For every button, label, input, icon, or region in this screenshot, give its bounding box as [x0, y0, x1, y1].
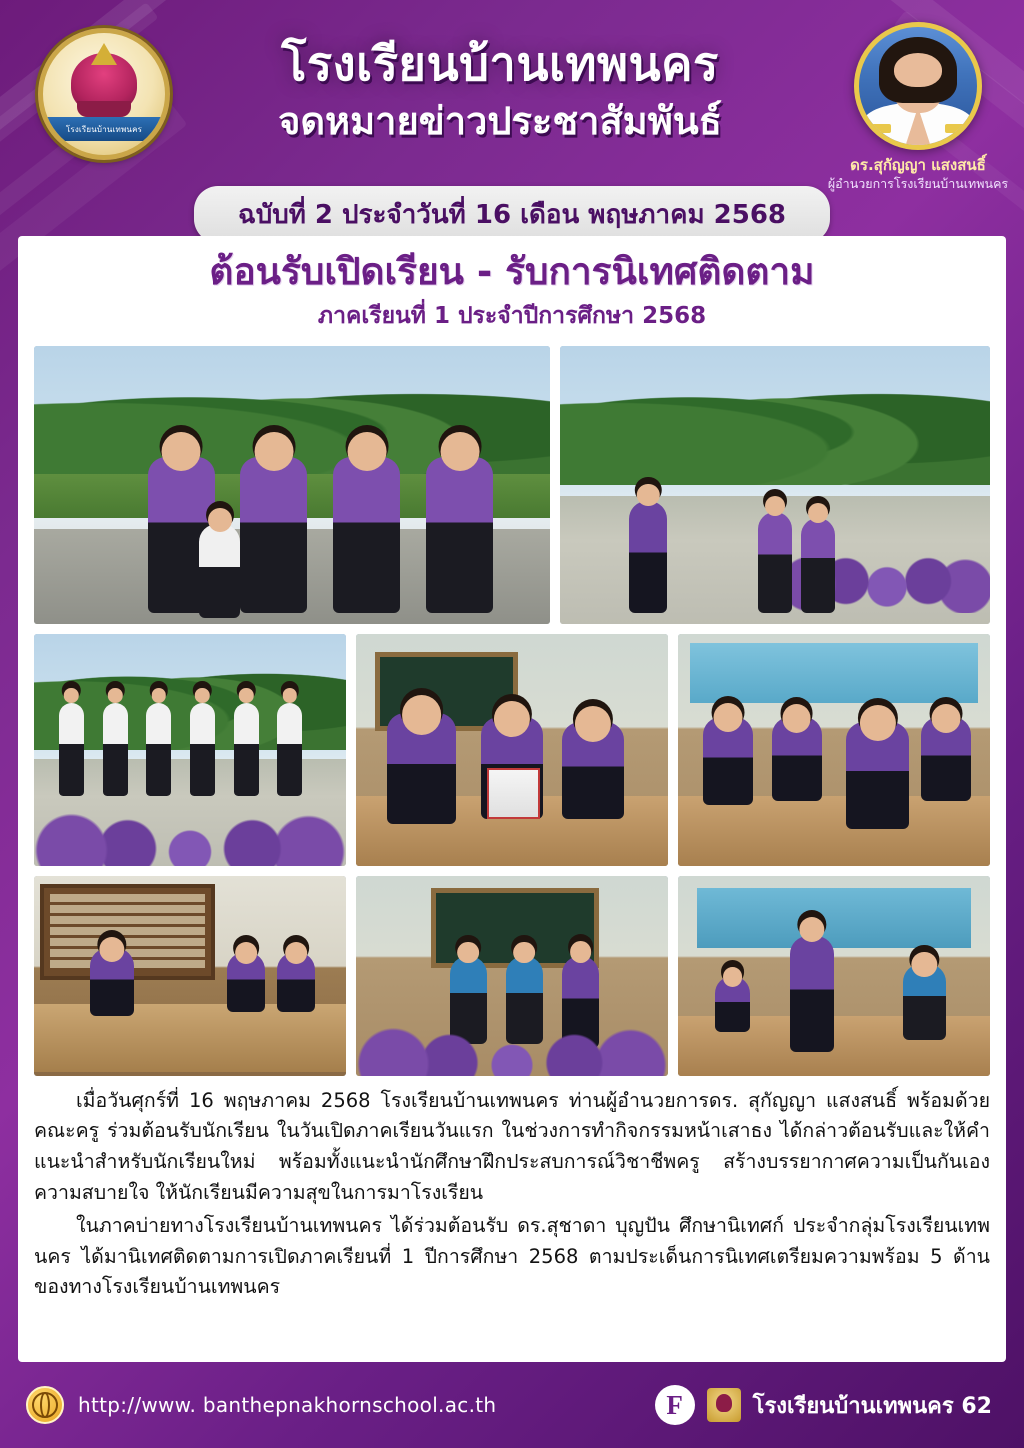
issue-date-badge: ฉบับที่ 2 ประจำวันที่ 16 เดือน พฤษภาคม 2568 [194, 186, 830, 243]
page-header [0, 0, 1024, 232]
photo-person [277, 703, 302, 796]
photo-classroom-students [678, 634, 990, 866]
epaulette-icon [869, 124, 891, 133]
photo-classroom-teachers [356, 876, 668, 1076]
photo-row [34, 634, 990, 866]
globe-icon [26, 1386, 64, 1424]
photo-supervisor [790, 936, 834, 1052]
ganesha-icon [71, 53, 137, 113]
photo-person [758, 512, 792, 612]
photo-student [703, 717, 753, 805]
facebook-page-name[interactable]: โรงเรียนบ้านเทพนคร 62 [752, 1393, 992, 1419]
school-logo [38, 28, 170, 160]
photo-wall-display [697, 888, 972, 948]
photo-gallery [34, 346, 990, 1076]
photo-meeting-room [34, 876, 346, 1076]
photo-student [921, 717, 971, 801]
page-subtitle: ภาคเรียนที่ 1 ประจำปีการศึกษา 2568 [317, 302, 707, 329]
article-body [34, 1086, 990, 1304]
photo-person [277, 952, 314, 1012]
photo-student [772, 717, 822, 801]
photo-teachers-welcome [34, 346, 550, 624]
photo-person [629, 501, 668, 612]
newsletter-label: จดหมายข่าวประชาสัมพันธ์ [278, 99, 722, 144]
facebook-icon[interactable]: F [655, 1385, 695, 1425]
photo-desk [678, 796, 990, 866]
logo-ribbon-label: โรงเรียนบ้านเทพนคร [45, 117, 163, 141]
photo-flag-ceremony [560, 346, 990, 624]
article-paragraph: ในภาคบ่ายทางโรงเรียนบ้านเทพนคร ได้ร่วมต้อนรับ ดร.สุชาดา บุญปัน ศึกษานิเทศก์ ประจำกลุ่มโรงเรียนเทพนคร ได้มานิเทศติดตามการเปิดภาคเรียนที่ 1 ปีการศึกษา 2568 ตามประเด็นการนิเทศเตรียมความพร้อม 5 ด้าน ของทางโรงเรียนบ้านเทพนคร [34, 1213, 990, 1299]
hair-shape [879, 37, 957, 103]
page-title: ต้อนรับเปิดเรียน - รับการนิเทศติดตาม [209, 250, 815, 293]
photo-supervisor-visit [678, 876, 990, 1076]
photo-person [426, 457, 493, 613]
photo-person [801, 518, 835, 613]
school-name: โรงเรียนบ้านเทพนคร [281, 37, 719, 92]
director-role: ผู้อำนวยการโรงเรียนบ้านเทพนคร [827, 175, 1009, 191]
photo-staff-line [34, 634, 346, 866]
photo-book [487, 768, 540, 819]
photo-wall-display [690, 643, 977, 703]
photo-person [59, 703, 84, 796]
photo-students-seated [34, 787, 346, 866]
page-footer [0, 1362, 1024, 1448]
photo-person [146, 703, 171, 796]
header-titles [176, 38, 824, 144]
photo-row [34, 876, 990, 1076]
photo-student [199, 524, 240, 619]
photo-conference-table [34, 1004, 346, 1072]
photo-person [234, 703, 259, 796]
photo-classroom-books [356, 634, 668, 866]
director-block [824, 22, 1012, 192]
school-seal-icon [707, 1388, 741, 1422]
photo-student [562, 722, 624, 819]
photo-students-seated [356, 1016, 668, 1076]
photo-student [387, 713, 456, 824]
article-paragraph: เมื่อวันศุกร์ที่ 16 พฤษภาคม 2568 โรงเรียนบ้านเทพนคร ท่านผู้อำนวยการดร. สุกัญญา แสงสนธิ์ พร้อมด้วยคณะครู ร่วมต้อนรับนักเรียน ในวันเปิดภาคเรียนวันแรก ในช่วงการทำกิจกรรมหน้าเสาธง ได้กล่าวต้อนรับและให้คำแนะนำสำหรับนักเรียนใหม่ พร้อมทั้งแนะนำนักศึกษาฝึกประสบการณ์วิชาชีพครู สร้างบรรยากาศความเป็นกันเอง ความสบายใจ ให้นักเรียนมีความสุขในการมาโรงเรียน [34, 1088, 990, 1205]
photo-person [227, 952, 264, 1012]
photo-teacher [903, 964, 947, 1040]
photo-student [846, 722, 908, 829]
photo-person [103, 703, 128, 796]
photo-person [333, 457, 400, 613]
epaulette-icon [945, 124, 967, 133]
website-url[interactable]: http://www. banthepnakhornschool.ac.th [78, 1393, 497, 1417]
photo-person [90, 948, 134, 1016]
photo-person [190, 703, 215, 796]
photo-row [34, 346, 990, 624]
photo-person [240, 457, 307, 613]
director-avatar [854, 22, 982, 150]
content-card [18, 236, 1006, 1362]
director-name: ดร.สุกัญญา แสงสนธิ์ [850, 156, 986, 174]
photo-student [715, 976, 749, 1032]
